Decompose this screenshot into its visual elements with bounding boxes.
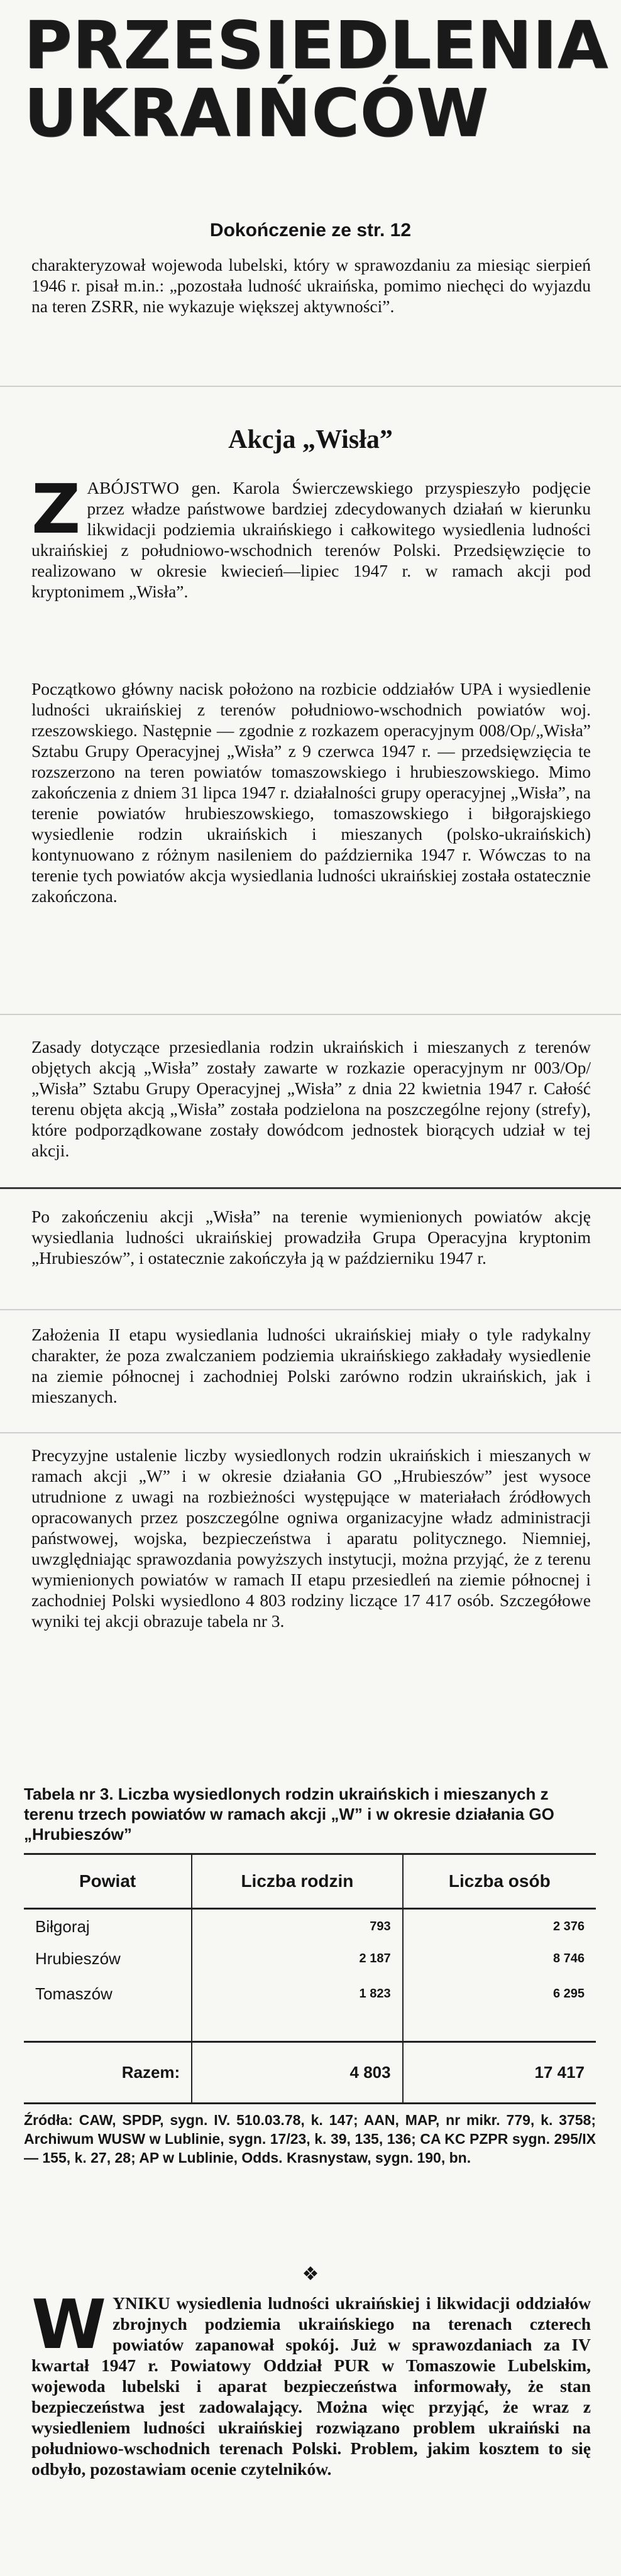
table-cell-families: 793	[192, 1908, 402, 1943]
headline	[24, 7, 609, 151]
paragraph-2: Początkowo główny nacisk położono na rozbicie oddziałów UPA i wysiedlenie ludności ukraińskiej z terenów południowo-wschodnich powiatów woj. rzeszowskiego. Następnie — zgodnie z rozkazem operacyjnym 008/Op/„Wisła” Sztabu Grupy Operacyjnej „Wisła” z 9 czerwca 1947 r. — przedsięwzięcia te rozszerzono na teren powiatów tomaszowskiego i hrubieszowskiego. Mimo zakończenia z dniem 31 lipca 1947 r. działalności grupy operacyjnej „Wisła”, na terenie powiatów hrubieszowskiego, tomaszowskiego i biłgorajskiego wysiedlenie rodzin ukraińskich i mieszanych (polsko-ukraińskich) kontynuowano z różnym nasileniem do października 1947 r. Wówczas to na terenie tych powiatów akcja wysiedlania ludności ukraińskiej została ostatecznie zakończona.	[31, 679, 591, 906]
table-cell-powiat: Tomaszów	[35, 1984, 113, 2003]
table-total-row	[24, 2041, 596, 2103]
table-cell-families: 2 187	[192, 1943, 402, 1974]
headline-line-1: PRZESIEDLENIA	[24, 7, 609, 84]
table-header-families: Liczba rodzin	[192, 1854, 402, 1909]
table-cell-persons: 2 376	[403, 1908, 596, 1943]
divider	[0, 386, 621, 387]
table-cell-families: 1 823	[192, 1974, 402, 2013]
table-header-row	[24, 1854, 596, 1909]
table-row	[24, 1908, 596, 1943]
continued-from-note: Dokończenie ze str. 12	[209, 220, 412, 241]
dropcap-z: Z	[31, 470, 81, 549]
clipping-seam	[0, 1187, 621, 1189]
table-total-persons: 17 417	[403, 2041, 596, 2103]
table-cell-persons: 6 295	[403, 1974, 596, 2013]
paragraph-5: Założenia II etapu wysiedlania ludności ukraińskiej miały o tyle radykalny charakter, że poza zwalczaniem podziemia ukraińskiego zakładały wysiedlenie na ziemie północnej i zachodniej Polski zarówno rodzin ukraińskich, jak i mieszanych.	[31, 1325, 591, 1406]
paragraph-1-text: ABÓJSTWO gen. Karola Świerczewskiego przyspieszyło podjęcie przez władze państwowe bardziej zdecydowanych działań w kierunku likwidacji podziemia ukraińskiego i całkowitego wysiedlenia ludności ukraińskiej z południowo-wschodnich terenów Polski. Przedsięwzięcie to realizowano w okresie kwiecień—lipiec 1947 r. w ramach akcji pod kryptonimem „Wisła”.	[31, 478, 591, 601]
table-header-persons: Liczba osób	[403, 1854, 596, 1909]
paragraph-1	[31, 470, 591, 602]
table-header-powiat: Powiat	[24, 1854, 192, 1909]
table-cell-powiat: Biłgoraj	[35, 1916, 90, 1936]
paragraph-7-text: YNIKU wysiedlenia ludności ukraińskiej i likwidacji oddziałów zbrojnych podziemia ukraińskiego na terenach czterech powiatów zapanował spokój. Już w sprawozdaniach za IV kwartał 1947 r. Powiatowy Oddział PUR w Tomaszowie Lubelskim, wojewoda lubelski i aparat bezpieczeństwa informowały, że stan bezpieczeństwa jest zadowalający. Można więc przyjąć, że wraz z wysiedleniem ludności ukraińskiej rozwiązano problem ukraiński na południowo-wschodnich terenach Polski. Problem, jakim kosztem to się odbyło, pozostawiam ocenie czytelników.	[31, 2293, 591, 2479]
paragraph-4: Po zakończeniu akcji „Wisła” na terenie wymienionych powiatów akcję wysiedlania ludności ukraińskiej prowadziła Grupa Operacyjna kryptonim „Hrubieszów”, i ostatecznie zakończyła ją w październiku 1947 r.	[31, 1207, 591, 1268]
headline-line-2: UKRAIŃCÓW	[24, 75, 489, 151]
paragraph-6: Precyzyjne ustalenie liczby wysiedlonych rodzin ukraińskich i mieszanych w ramach akcji „W” i w okresie działania GO „Hrubieszów” jest wysoce utrudnione z uwagi na rozbieżności występujące w materiałach źródłowych opracowanych przez poszczególne ogniwa organizacyjne władz administracji państwowej, wojska, bezpieczeństwa i aparatu politycznego. Niemniej, uwzględniając sprawozdania powyższych instytucji, można przyjąć, że z terenu wymienionych powiatów w ramach II etapu przesiedleń na ziemie północnej i zachodniej Polski wysiedlono 4 803 rodziny liczące 17 417 osób. Szczegółowe wyniki tej akcji obrazuje tabela nr 3.	[31, 1445, 591, 1631]
dropcap-w: W	[31, 2286, 107, 2364]
table-sources: Źródła: CAW, SPDP, sygn. IV. 510.03.78, k. 147; AAN, MAP, nr mikr. 779, k. 3758; Archiwum WUSW w Lublinie, sygn. 17/23, k. 39, 135, 136; CA KC PZPR sygn. 295/IX — 155, k. 27, 28; AP w Lublinie, Odds. Krasnystaw, sygn. 190, bn.	[24, 2112, 596, 2166]
divider	[0, 1014, 621, 1015]
table-spacer-row	[24, 2014, 596, 2042]
table-cell-persons: 8 746	[403, 1943, 596, 1974]
table-row	[24, 1943, 596, 1974]
divider	[0, 1432, 621, 1433]
divider	[0, 1309, 621, 1310]
table-cell-powiat: Hrubieszów	[35, 1949, 121, 1969]
table-caption: Tabela nr 3. Liczba wysiedlonych rodzin ukraińskich i mieszanych z terenu trzech powiatów w ramach akcji „W” i w okresie działania GO „Hrubieszów”	[24, 1785, 554, 1844]
paragraph-3: Zasady dotyczące przesiedlania rodzin ukraińskich i mieszanych z terenów objętych akcją „Wisła” zostały zawarte w rozkazie operacyjnym nr 003/Op/„Wisła” Sztabu Grupy Operacyjnej „Wisła” z dnia 22 kwietnia 1947 r. Całość terenu objęta akcją „Wisła” została podzielona na poszczególne rejony (strefy), które podporządkowane zostały dowódcom jednostek biorących udział w tej akcji.	[31, 1037, 591, 1160]
ornament-icon: ❖	[302, 2264, 319, 2285]
section-title: Akcja „Wisła”	[228, 425, 393, 454]
table-total-label: Razem:	[24, 2041, 192, 2103]
paragraph-7	[31, 2286, 591, 2479]
table-total-families: 4 803	[192, 2041, 402, 2103]
resettlement-table	[24, 1853, 596, 2104]
intro-paragraph: charakteryzował wojewoda lubelski, który w sprawozdaniu za miesiąc sierpień 1946 r. pisał m.in.: „pozostała ludność ukraińska, pomimo niechęci do wyjazdu na teren ZSRR, nie wykazuje większej aktywności”.	[31, 255, 591, 316]
table-row	[24, 1974, 596, 2013]
